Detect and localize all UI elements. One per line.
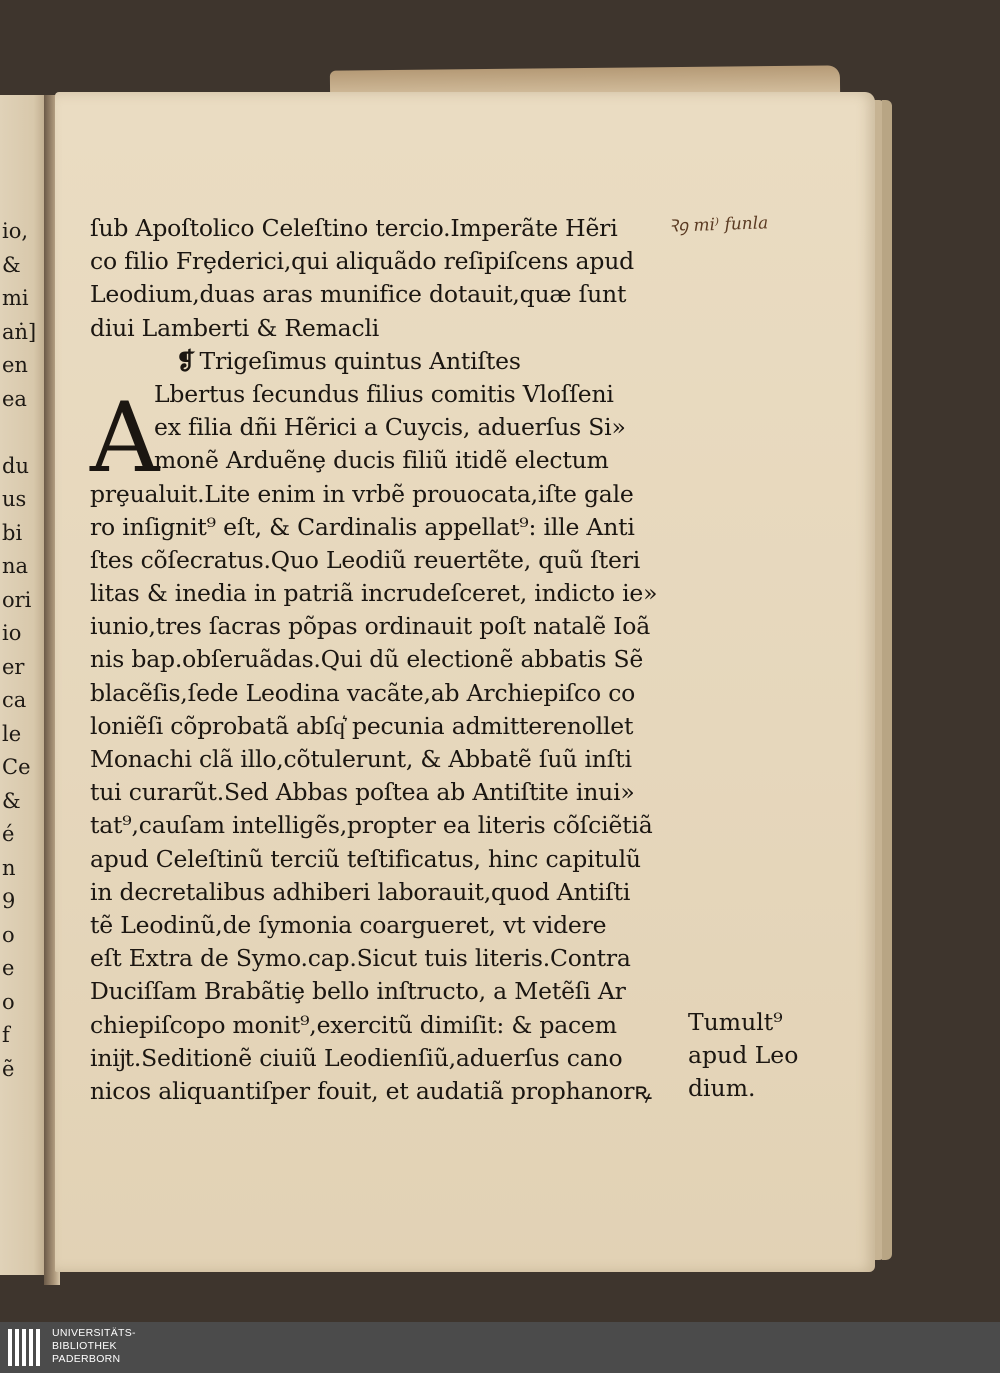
left-fragment: o [2,989,15,1014]
page-edge [882,100,892,1260]
text-line: nis bap.obſeruãdas.Qui dũ electionẽ abbatis Sẽ [90,645,644,674]
text-line: Leodium,duas aras munifice dotauit,quæ ſunt [90,280,627,309]
left-fragment: us [2,487,27,511]
left-page-text-fragments [2,215,42,1086]
text-line: ſtes cõſecratus.Quo Leodiũ reuertẽte, quũ ſteri [90,545,641,574]
logo-bar [22,1329,26,1366]
text-line: chiepiſcopo monit⁹,exercitũ dimiſit: & pacem [90,1010,617,1039]
logo-bar [15,1329,19,1366]
text-line: ro inſignit⁹ eſt, & Cardinalis appellat⁹: ille Anti [90,512,635,541]
text-line: litas & inedia in patriã incrudeſceret, indicto ie» [90,579,658,608]
left-fragment: & [2,788,21,813]
side-note [688,1006,798,1106]
left-fragment [2,416,42,450]
text-line: diui Lamberti & Remacli [90,313,380,342]
text-line: tui curarũt.Sed Abbas poſtea ab Antiſtite inui» [90,778,635,807]
main-text-block [90,212,680,1108]
left-fragment: aṅ] [2,319,37,344]
body-lines [90,478,680,1109]
text-line: ex filia dñi Hẽrici a Cuycis, aduerſus Si» [154,413,626,442]
left-fragment: mi [2,286,29,310]
pilcrow-icon: ❡ [176,346,196,375]
side-note-line: Tumult⁹ [688,1008,783,1036]
library-logo-text [52,1327,136,1366]
left-fragment: io, [2,219,29,243]
text-line: inĳt.Seditionẽ ciuiũ Leodienſiũ,aduerſus cano [90,1043,623,1072]
logo-line: UNIVERSITÄTS- [52,1327,136,1339]
rubric-text: Trigeſimus quintus Antiſtes [199,346,521,375]
manuscript-note: Ꝛꝯ mi⁾ funla [667,213,769,237]
left-fragment: o [2,922,15,947]
side-note-line: dium. [688,1074,756,1103]
text-line: in decretalibus adhiberi laborauit,quod Antiſti [90,877,631,906]
left-page-edge [0,95,48,1275]
text-line: prȩualuit.Lite enim in vrbẽ prouocata,iſte gale [90,479,634,508]
rubric-heading [90,345,680,378]
left-fragment: n [2,855,16,880]
left-fragment: ea [2,386,27,411]
left-fragment: ca [2,688,27,712]
left-fragment: na [2,554,29,578]
logo-bar [29,1329,33,1366]
text-line: Duciſſam Brabãtiȩ bello inſtructo, a Metẽſi Ar [90,977,626,1006]
left-fragment: & [2,252,21,277]
left-fragment: 9 [2,889,16,913]
left-fragment: f [2,1023,10,1047]
logo-bar [8,1329,12,1366]
left-fragment: du [2,453,29,478]
logo-line: BIBLIOTHEK [52,1340,117,1352]
left-fragment: e [2,956,15,980]
text-line: apud Celeſtinũ terciũ teſtificatus, hinc capitulũ [90,844,641,873]
side-note-line: apud Leo [688,1041,799,1070]
text-line: Monachi clã illo,cõtulerunt, & Abbatẽ ſuũ inſti [90,745,632,773]
left-fragment: io [2,621,22,645]
left-fragment: er [2,654,25,679]
library-footer [0,1322,1000,1373]
left-fragment: ẽ [2,1056,15,1081]
left-fragment: é [2,822,15,846]
left-fragment: ori [2,587,32,612]
text-line: tẽ Leodinũ,de ſymonia coargueret, vt videre [90,910,607,939]
text-line: tat⁹,cauſam intelligẽs,propter ea literis cõſciẽtiã [90,811,653,840]
library-logo-icon [8,1329,44,1366]
text-line: monẽ Arduẽnȩ ducis filiũ itidẽ electum [154,446,609,475]
text-line: Lbertus ſecundus filius comitis Vloſſeni [154,379,614,408]
drop-cap: A [90,382,160,494]
left-fragment: Ce [2,755,31,779]
text-line: ſub Apoſtolico Celeſtino tercio.Imperãte Hẽri [90,214,618,242]
left-fragment: en [2,353,28,377]
text-line: loniẽſi cõprobatã abſq͛ pecunia admitterenollet [90,711,634,740]
logo-bar [36,1329,40,1366]
text-line: co filio Frȩderici,qui aliquãdo reſipiſcens apud [90,247,634,276]
left-fragment: le [2,721,22,746]
text-line: iunio,tres ſacras põpas ordinauit poſt natalẽ Ioã [90,612,651,641]
text-line: eſt Extra de Symo.cap.Sicut tuis literis.Contra [90,944,631,973]
text-line: blacẽſis,ſede Leodina vacãte,ab Archiepiſco co [90,678,636,707]
logo-line: PADERBORN [52,1353,121,1365]
left-fragment: bi [2,520,23,545]
text-line: nicos aliquantiſper fouit, et audatiã prophanorꝶ [90,1076,652,1105]
